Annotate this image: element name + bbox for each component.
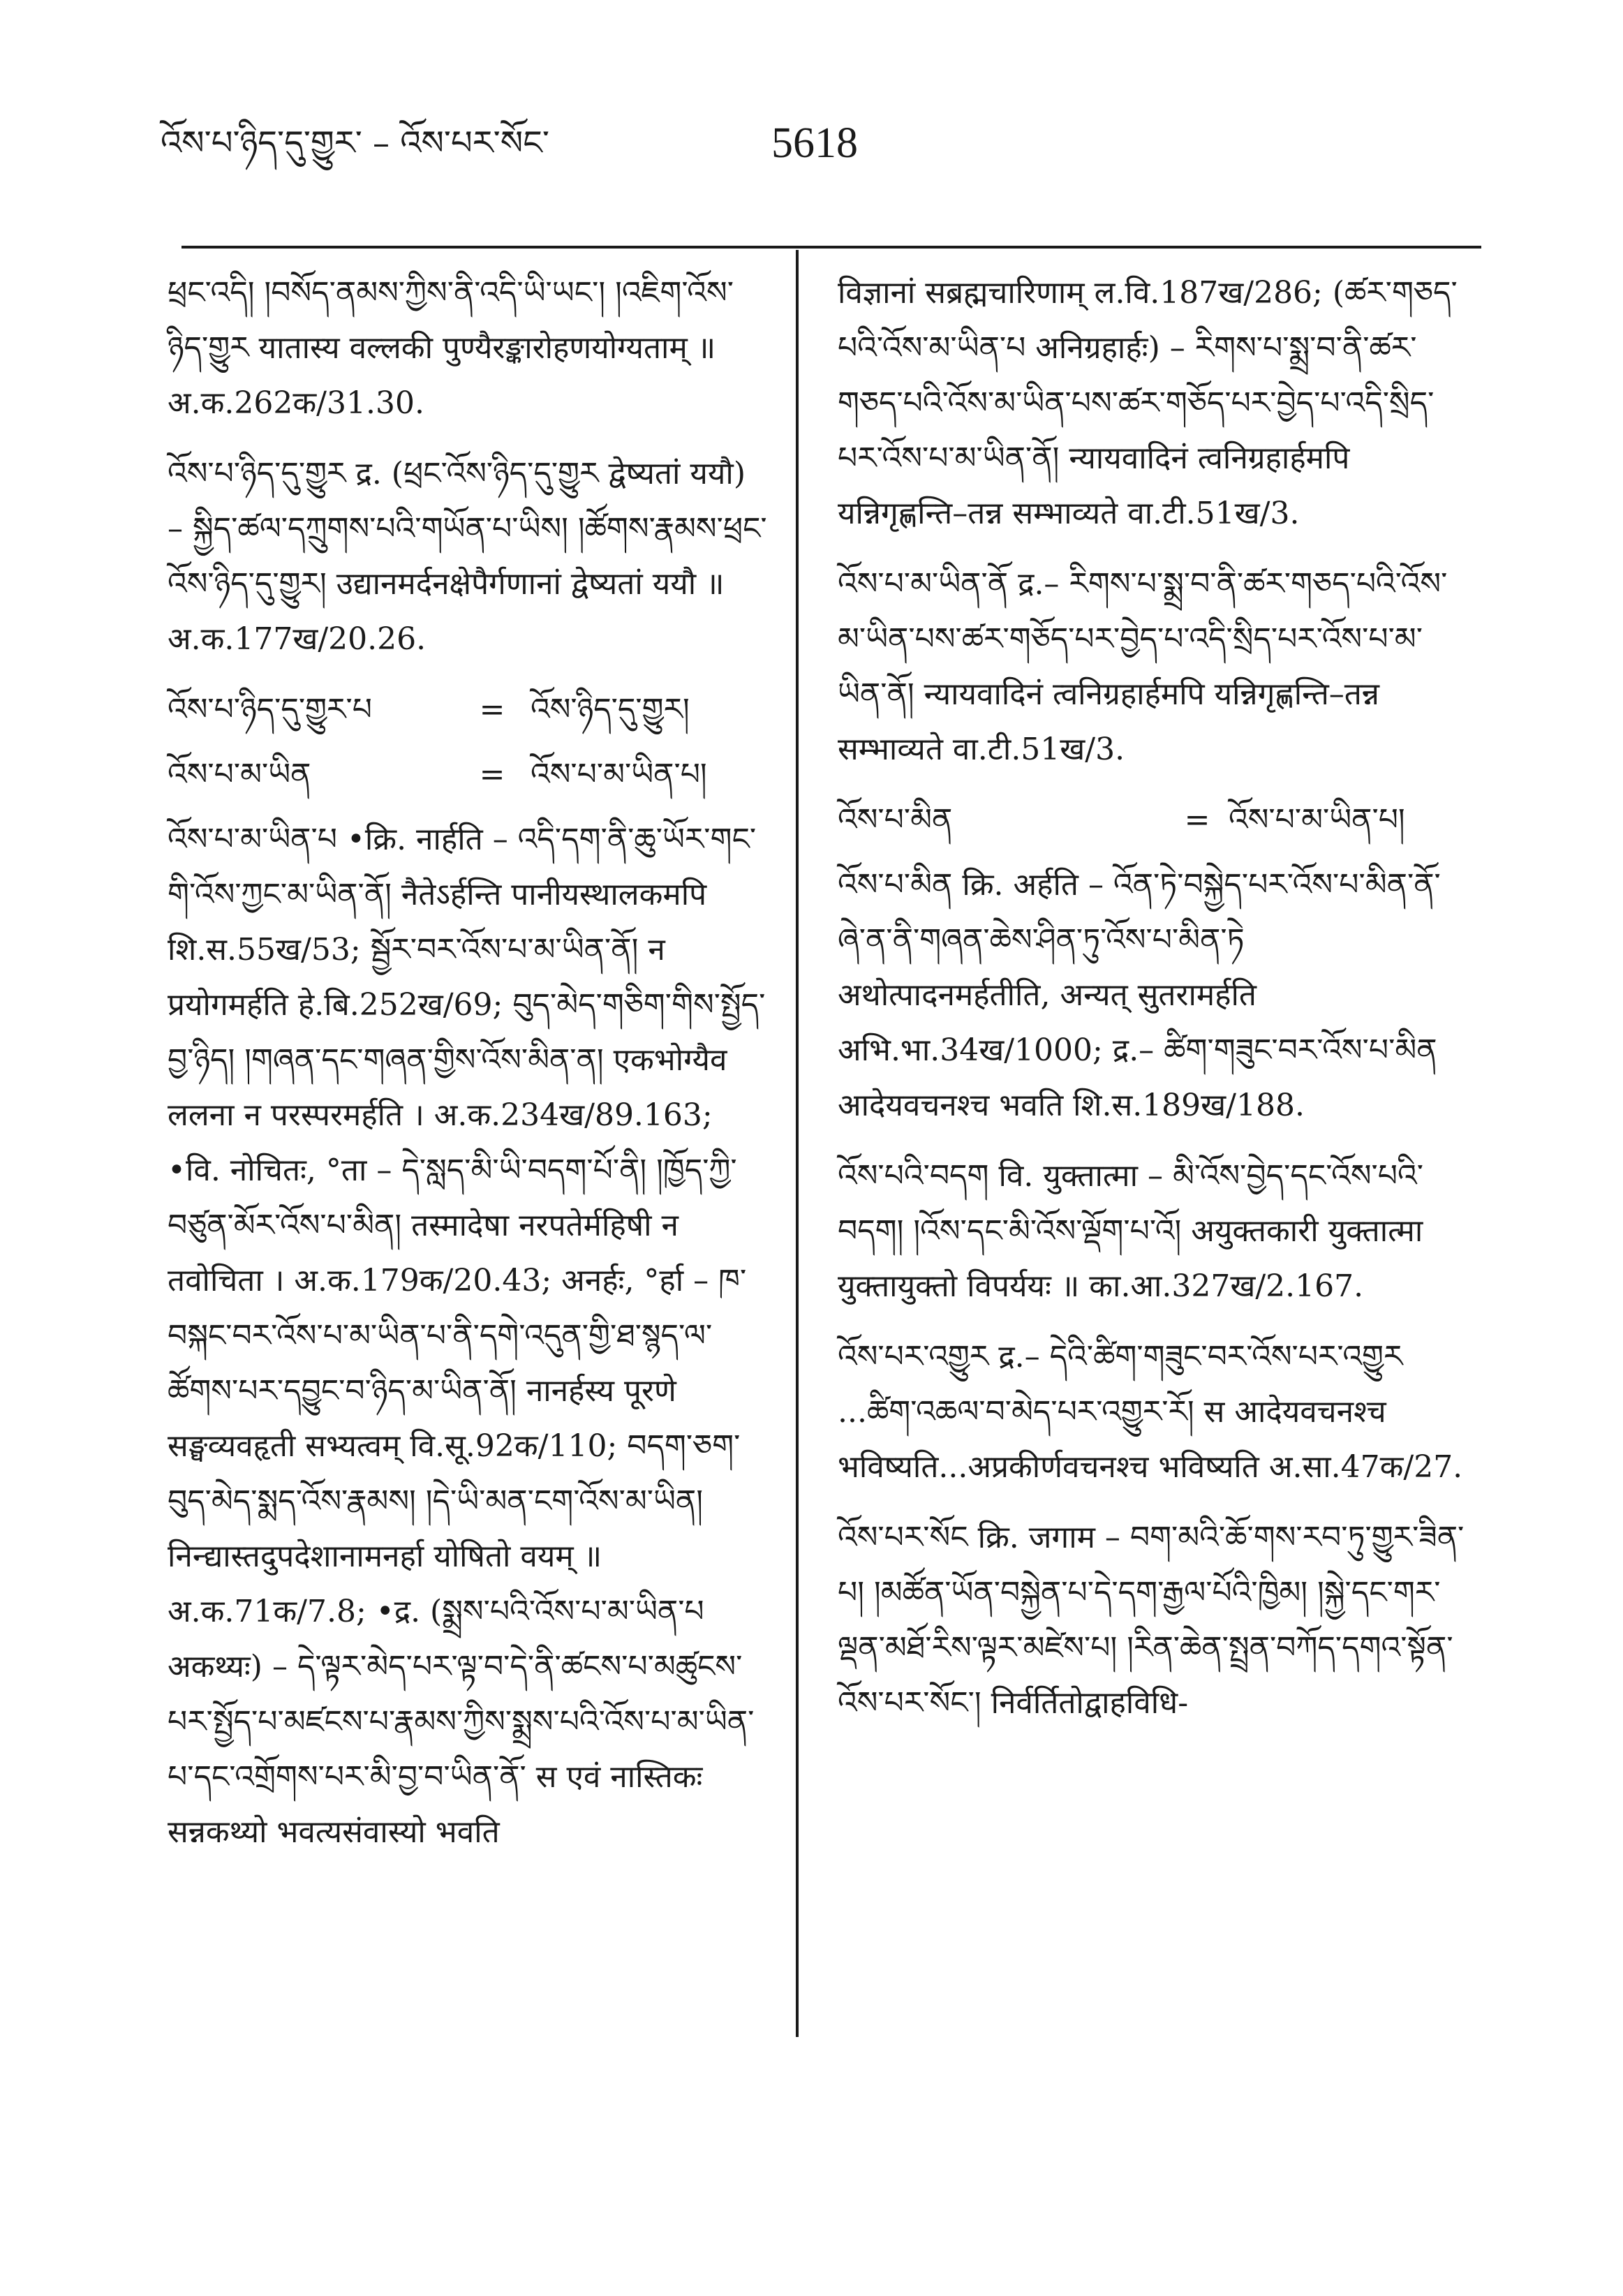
cross-reference: འོས་ཉིད་དུ་གྱུར། [531, 692, 690, 727]
headword: འོས་པར་འགྱུར [838, 1339, 989, 1375]
cross-reference-row [168, 747, 768, 802]
left-column [168, 265, 768, 1875]
column-divider [796, 250, 799, 2037]
cross-reference: འོས་པ་མ་ཡིན་པ། [531, 757, 707, 792]
equals-sign: = [479, 757, 505, 792]
dictionary-entry [838, 1510, 1466, 1731]
dictionary-entry [168, 446, 768, 667]
equals-sign: = [1184, 802, 1210, 838]
headword: འོས་པ་མིན [838, 867, 953, 903]
headword: འོས་པ་མིན [838, 802, 953, 838]
headword: འོས་པའི་བདག [838, 1158, 989, 1194]
dictionary-entry [838, 857, 1466, 1133]
dictionary-entry [168, 812, 768, 1860]
entry-body: द्र.– དེའི་ཚིག་གཟུང་བར་འོས་པར་འགྱུར ...ཚིག་འཆལ་བ་མེད་པར་འགྱུར་རོ། स आदेयवचनश्च भविष्यति...अप्रकीर्णवचनश्च भविष्यति अ.सा.47क/27. [838, 1339, 1463, 1485]
dictionary-entry [838, 1329, 1466, 1495]
entry-body: द्र.– རིགས་པ་སྨྲ་བ་ནི་ཚར་གཅད་པའི་འོས་མ་ཡིན་པས་ཚར་གཅོད་པར་བྱེད་པ་འདི་སྲིད་པར་འོས་པ་མ་ཡིན་ནོ། न्यायवादिनं त्वनिग्रहार्हमपि यन्निगृह्णन्ति–तन्न सम्भाव्यते वा.टी.51ख/3. [838, 566, 1448, 767]
entry-body: क्रि. अर्हति – འོན་ཏེ་བསྐྱེད་པར་འོས་པ་མིན་ནོ་ཞེ་ན་ནི་གཞན་ཆེས་ཤིན་ཏུ་འོས་པ་མིན་ཏེ अथोत्पादनमर्हतीति, अन्यत् सुतरामर्हति अभि.भा.34ख/1000; द्र.– ཚིག་གཟུང་བར་འོས་པ་མིན आदेयवचनश्च भवति शि.स.189ख/188. [838, 867, 1441, 1123]
running-head: འོས་པ་ཉིད་དུ་གྱུར་ – འོས་པར་སོང་ [161, 124, 549, 163]
continuation-text: विज्ञानां सब्रह्मचारिणाम् ल.वि.187ख/286; (ཚར་གཅད་པའི་འོས་མ་ཡིན་པ अनिग्रहार्हः) – རིགས་པ་སྨྲ་བ་ནི་ཚར་གཅད་པའི་འོས་མ་ཡིན་པས་ཚར་གཅོད་པར་བྱེད་པ་འདི་སྲིད་པར་འོས་པ་མ་ཡིན་ནོ། न्यायवादिनं त्वनिग्रहार्हमपि यन्निगृह्णन्ति–तन्न सम्भाव्यते वा.टी.51ख/3. [838, 275, 1458, 531]
headword: འོས་པ་ཉིད་དུ་གྱུར་པ [168, 692, 372, 727]
dictionary-entry [838, 1148, 1466, 1314]
headword: འོས་པར་སོང [838, 1520, 968, 1555]
dictionary-entry [838, 556, 1466, 777]
continuation-text: ཕྲང་འདི། །བསོད་ནམས་ཀྱིས་ནི་འདི་ཡི་ཡང་། །འཇིག་འོས་ཉིད་གྱུར यातास्य वल्लकी पुण्यैरङ्कारोहणयोग्यताम् ॥ अ.क.262क/31.30. [168, 275, 734, 421]
entry-body: क्रि. जगाम – བག་མའི་ཆོ་གས་རབ་ཏུ་གྱུར་ཟིན་པ། །མཚོན་ཡོན་བསྐྱེན་པ་དེ་དག་རྒྱལ་པོའི་ཁྱིམ། །སྐྱེ་དང་གར་ལྡན་མཐོ་རིས་ལྟར་མཛེས་པ། །རིན་ཆེན་སྤྲན་བཀོད་དགའ་སྟོན་འོས་པར་སོང་། निर्वर्तितोद्वाहविधि- [838, 1520, 1465, 1721]
header-rule [181, 246, 1481, 249]
right-column [838, 265, 1466, 1746]
headword: འོས་པ་མ་ཡིན་ནོ [838, 566, 1009, 602]
equals-sign: = [479, 692, 505, 727]
entry-body: •क्रि. नार्हति – འདི་དག་ནི་ཆུ་ཡོར་གང་གི་འོས་ཀྱང་མ་ཡིན་ནོ། नैतेऽर्हन्ति पानीयस्थालकमपि शि.स.55ख/53; སྦྱོར་བར་འོས་པ་མ་ཡིན་ནོ། न प्रयोगमर्हति हे.बि.252ख/69; བུད་མེད་གཅིག་གིས་སྤྱོད་བྱ་ཉིད། །གཞན་དང་གཞན་གྱིས་འོས་མིན་ན། एकभोग्यैव ललना न परस्परमर्हति । अ.क.234ख/89.163; •वि. नोचितः, °ता – དེ་སླད་མི་ཡི་བདག་པོ་ནི། །ཁྱོད་ཀྱི་བཙུན་མོར་འོས་པ་མིན། तस्मादेषा नरपतेर्महिषी न तवोचिता । अ.क.179क/20.43; अनर्हः, °र्हा – ཁ་བསྐང་བར་འོས་པ་མ་ཡིན་པ་ནི་དགེ་འདུན་གྱི་ཐ་སྙད་ལ་ཚོགས་པར་དབྱུང་བ་ཉིད་མ་ཡིན་ནོ། नानर्हस्य पूरणे सङ्घव्यवहृती सभ्यत्वम् वि.सू.92क/110; བདག་ཅག་བུད་མེད་སྨད་འོས་རྣམས། །དེ་ཡི་མན་ངག་འོས་མ་ཡིན། निन्द्यास्तदुपदेशानामनर्हा योषितो वयम् ॥ अ.क.71क/7.8; •द्र. (སྨྲས་པའི་འོས་པ་མ་ཡིན་པ अकथ्यः) – དེ་ལྟར་མེད་པར་ལྟ་བ་དེ་ནི་ཚངས་པ་མཚུངས་པར་སྤྱོད་པ་མཛངས་པ་རྣམས་ཀྱིས་སྨྲས་པའི་འོས་པ་མ་ཡིན་པ་དང་འགྲོགས་པར་མི་བྱ་བ་ཡིན་ནོ་ स एवं नास्तिकः सन्नकथ्यो भवत्यसंवास्यो भवति [168, 822, 766, 1850]
headword: འོས་པ་མ་ཡིན [168, 757, 311, 792]
headword: འོས་པ་མ་ཡིན་པ [168, 822, 337, 857]
entry-body: द्र. (ཕྲང་འོས་ཉིད་དུ་གྱུར द्वेष्यतां ययौ) – སྐྱིད་ཚལ་དཀྲུགས་པའི་གཡོན་པ་ཡིས། །ཚོགས་རྣམས་ཕྲང་འོས་ཉིད་དུ་གྱུར། उद्यानमर्दनक्षेपैर्गणानां द्वेष्यतां ययौ ॥ अ.क.177ख/20.26. [168, 456, 767, 657]
page-number: 5618 [771, 119, 858, 167]
headword: འོས་པ་ཉིད་དུ་གྱུར [168, 456, 346, 491]
entry-body: वि. युक्तात्मा – མི་འོས་བྱེད་དང་འོས་པའི་བདག། །འོས་དང་མི་འོས་ལྡོག་པ་འོ། अयुक्तकारी युक्तात्मा युक्तायुक्तो विपर्ययः ॥ का.आ.327ख/2.167. [838, 1158, 1423, 1304]
cross-reference: འོས་པ་མ་ཡིན་པ། [1229, 802, 1405, 838]
cross-reference-row [168, 682, 768, 737]
cross-reference-row [838, 792, 1466, 847]
